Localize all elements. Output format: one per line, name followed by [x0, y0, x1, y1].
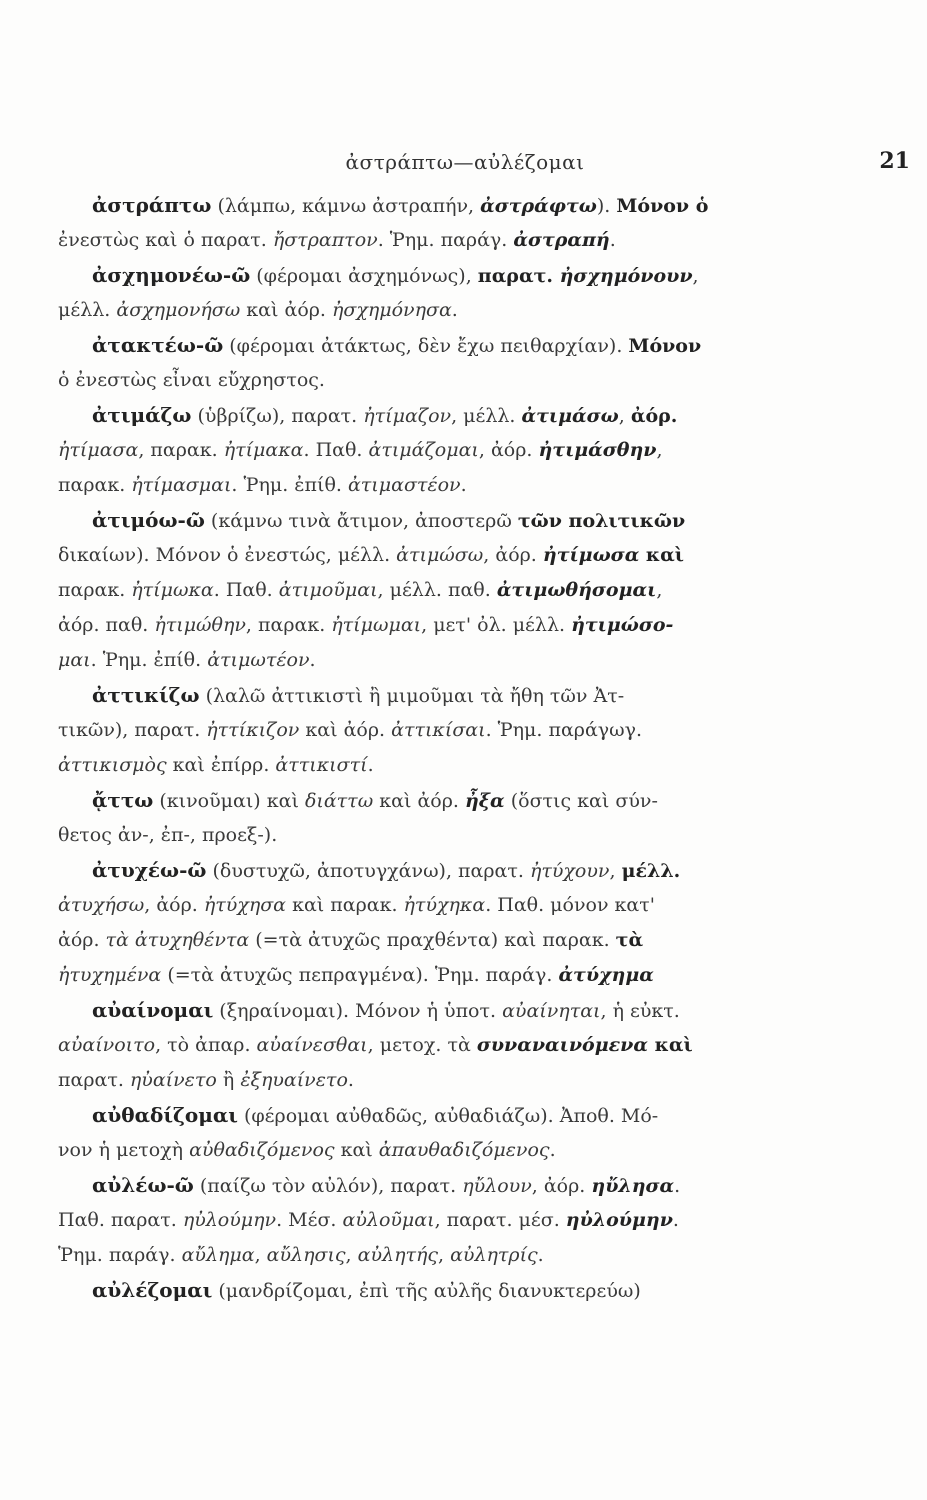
- text-line: [58, 818, 788, 853]
- text-segment: . Ῥημ. παράγ.: [377, 229, 514, 251]
- page-number: 21: [879, 148, 910, 174]
- text-segment: .: [367, 754, 374, 776]
- text-segment: Ῥημ. παράγ.: [58, 1244, 182, 1266]
- text-line: [58, 398, 788, 433]
- text-segment: (κάμνω τινὰ ἄτιμον, ἀποστερῶ: [204, 510, 518, 532]
- text-segment: ηὐλούμην: [565, 1209, 673, 1231]
- text-segment: .: [537, 1244, 544, 1266]
- text-segment: παρακ.: [58, 579, 132, 601]
- text-segment: ἠσχημόνουν: [559, 265, 693, 287]
- text-segment: ηὔλουν: [462, 1175, 532, 1197]
- text-line: [58, 1063, 788, 1098]
- text-line: [58, 993, 788, 1028]
- dictionary-entries: [58, 188, 788, 1308]
- text-segment: ἀστραπή: [513, 229, 610, 251]
- text-segment: μαι: [58, 649, 91, 671]
- text-segment: ἠτύχηκα: [403, 894, 486, 916]
- text-segment: ἠτιμάσθην: [538, 439, 657, 461]
- text-segment: ἀτιμώσω: [396, 544, 484, 566]
- text-segment: , ἡ εὐκτ.: [600, 1000, 680, 1022]
- text-segment: παρατ.: [477, 265, 560, 287]
- text-line: [58, 188, 788, 223]
- text-segment: . Μέσ.: [276, 1209, 343, 1231]
- text-segment: ἀόρ.: [58, 929, 106, 951]
- text-segment: .: [347, 1069, 354, 1091]
- text-line: [58, 678, 788, 713]
- text-segment: (ὑβρίζω), παρατ.: [191, 405, 364, 427]
- text-segment: , μετ' ὀλ. μέλλ.: [421, 614, 572, 636]
- running-head: ἀστράπτω—αὐλέζομαι: [345, 150, 585, 174]
- text-segment: .: [309, 649, 316, 671]
- headword: αὐλέω-ῶ: [92, 1173, 194, 1197]
- text-segment: ἠτίμωμαι: [331, 614, 422, 636]
- text-segment: ,: [345, 1244, 358, 1266]
- headword: αὐθαδίζομαι: [92, 1103, 238, 1127]
- text-segment: (φέρομαι ἀτάκτως, δὲν ἔχω πειθαρχίαν).: [223, 335, 629, 357]
- text-segment: ἀτιμάζομαι: [368, 439, 479, 461]
- text-segment: ἀττικίσαι: [391, 719, 486, 741]
- text-segment: ἐνεστὼς καὶ ὁ παρατ.: [58, 229, 273, 251]
- text-segment: ἀτιμάσω: [521, 405, 619, 427]
- headword: ἀσχημονέω-ῶ: [92, 263, 251, 287]
- text-segment: αὐλητρίς: [450, 1244, 538, 1266]
- text-line: [58, 1098, 788, 1133]
- text-segment: ἀτιμωτέον: [207, 649, 310, 671]
- text-segment: ἠτίμακα: [223, 439, 304, 461]
- text-segment: ἠτίμασα: [58, 439, 139, 461]
- text-segment: (=τὰ ἀτυχῶς πραχθέντα) καὶ παρακ.: [249, 929, 616, 951]
- text-segment: (μανδρίζομαι, ἐπὶ τῆς αὐλῆς διανυκτερεύω): [212, 1280, 641, 1302]
- text-segment: αὐθαδιζόμενος: [189, 1139, 335, 1161]
- text-line: [58, 853, 788, 888]
- text-segment: (δυστυχῶ, ἀποτυγχάνω), παρατ.: [206, 860, 530, 882]
- text-segment: ἀσχημονήσω: [116, 299, 241, 321]
- headword: ἀτυχέω-ῶ: [92, 858, 207, 882]
- text-segment: ἀόρ. παθ.: [58, 614, 155, 636]
- text-segment: ηὔλησα: [591, 1175, 675, 1197]
- text-line: [58, 1273, 788, 1308]
- text-segment: μέλλ.: [58, 299, 117, 321]
- text-line: [58, 573, 788, 608]
- text-line: [58, 538, 788, 573]
- text-segment: ηὐαίνετο: [129, 1069, 217, 1091]
- text-segment: αὐαίνοιτο: [58, 1034, 156, 1056]
- text-segment: ἀτιμαστέον: [347, 474, 461, 496]
- headword: ἀτιμάζω: [92, 403, 192, 427]
- text-line: [58, 923, 788, 958]
- text-segment: ἠτίμωκα: [131, 579, 214, 601]
- text-segment: (=τὰ ἀτυχῶς πεπραγμένα). Ῥημ. παράγ.: [161, 964, 559, 986]
- text-line: [58, 958, 788, 993]
- text-line: [58, 643, 788, 678]
- text-segment: αὔλησις: [266, 1244, 346, 1266]
- text-segment: νον ἡ μετοχὴ: [58, 1139, 190, 1161]
- text-segment: Παθ. παρατ.: [58, 1209, 183, 1231]
- text-segment: (λαλῶ ἀττικιστὶ ἢ μιμοῦμαι τὰ ἤθη τῶν Ἀτ-: [199, 685, 625, 707]
- text-segment: ἢ: [216, 1069, 241, 1091]
- text-segment: αὐλητής: [357, 1244, 438, 1266]
- text-segment: (φέρομαι αὐθαδῶς, αὐθαδιάζω). Ἀποθ. Μό-: [237, 1105, 659, 1127]
- text-segment: .: [609, 229, 616, 251]
- text-segment: . Παθ.: [303, 439, 369, 461]
- text-segment: ἀτιμωθήσομαι: [496, 579, 657, 601]
- text-segment: (ὅστις καὶ σύν-: [504, 790, 658, 812]
- text-segment: παρατ.: [58, 1069, 130, 1091]
- text-segment: αὐλοῦμαι: [342, 1209, 435, 1231]
- text-segment: ἤστραπτον: [272, 229, 378, 251]
- text-line: [58, 1238, 788, 1273]
- text-segment: ηὐλούμην: [182, 1209, 277, 1231]
- text-segment: . Παθ. μόνον κατ': [485, 894, 655, 916]
- text-segment: καὶ παρακ.: [286, 894, 404, 916]
- text-segment: Μόνον ὁ: [616, 195, 709, 217]
- text-line: [58, 748, 788, 783]
- text-segment: καὶ: [334, 1139, 379, 1161]
- text-segment: ἀστράφτω: [480, 195, 597, 217]
- text-segment: ἠτιμώσο-: [571, 614, 674, 636]
- text-segment: καὶ: [647, 1034, 693, 1056]
- text-segment: ἀττικισμὸς: [58, 754, 167, 776]
- text-segment: παρακ.: [58, 474, 132, 496]
- text-segment: (παίζω τὸν αὐλόν), παρατ.: [193, 1175, 463, 1197]
- text-segment: ,: [254, 1244, 267, 1266]
- text-segment: τικῶν), παρατ.: [58, 719, 207, 741]
- text-line: [58, 1203, 788, 1238]
- text-line: [58, 1028, 788, 1063]
- text-segment: . Ῥημ. ἐπίθ.: [90, 649, 208, 671]
- headword: ἀτακτέω-ῶ: [92, 333, 224, 357]
- text-segment: ,: [656, 439, 663, 461]
- text-segment: ἠττίκιζον: [206, 719, 300, 741]
- text-segment: . Ῥημ. ἐπίθ.: [231, 474, 348, 496]
- text-line: [58, 713, 788, 748]
- text-segment: , ἀόρ.: [531, 1175, 592, 1197]
- headword: ἀτιμόω-ῶ: [92, 508, 205, 532]
- text-segment: ἠτυχημένα: [58, 964, 162, 986]
- text-segment: ἠτίμασμαι: [131, 474, 232, 496]
- text-line: [58, 293, 788, 328]
- text-segment: αὔλημα: [181, 1244, 255, 1266]
- text-segment: ).: [596, 195, 617, 217]
- text-segment: ἠτιμώθην: [154, 614, 246, 636]
- text-segment: καὶ ἀόρ.: [299, 719, 392, 741]
- text-segment: θετος ἀν-, ἐπ-, προεξ-).: [58, 824, 278, 846]
- headword: αὐαίνομαι: [92, 998, 214, 1022]
- text-line: [58, 258, 788, 293]
- text-segment: ἠτύχουν: [529, 860, 610, 882]
- text-segment: ἀπαυθαδιζόμενος: [378, 1139, 550, 1161]
- text-segment: μέλλ.: [621, 860, 681, 882]
- text-segment: συναναινόμενα: [476, 1034, 648, 1056]
- text-line: [58, 363, 788, 398]
- text-segment: ἐξηυαίνετο: [240, 1069, 348, 1091]
- text-segment: ἀτυχήσω: [58, 894, 145, 916]
- text-segment: ἠσχημόνησα: [332, 299, 452, 321]
- text-segment: αὐαίνηται: [502, 1000, 601, 1022]
- text-segment: (λάμπω, κάμνω ἀστραπήν,: [211, 195, 481, 217]
- text-segment: ἦξα: [464, 790, 505, 812]
- text-segment: . Ῥημ. παράγωγ.: [485, 719, 643, 741]
- text-segment: ἠτίμωσα: [542, 544, 640, 566]
- text-segment: ἠτύχησα: [203, 894, 287, 916]
- text-segment: .: [672, 1209, 679, 1231]
- headword: ἀστράπτω: [92, 193, 212, 217]
- text-segment: , ἀόρ.: [144, 894, 204, 916]
- text-segment: .: [451, 299, 458, 321]
- text-segment: (φέρομαι ἀσχημόνως),: [250, 265, 478, 287]
- text-segment: ,: [692, 265, 699, 287]
- text-segment: ,: [618, 405, 631, 427]
- text-segment: (κινοῦμαι) καὶ: [153, 790, 305, 812]
- text-line: [58, 888, 788, 923]
- text-line: [58, 223, 788, 258]
- text-line: [58, 468, 788, 503]
- text-segment: , μετοχ. τὰ: [367, 1034, 477, 1056]
- text-segment: .: [549, 1139, 556, 1161]
- text-segment: καὶ ἀόρ.: [240, 299, 333, 321]
- text-segment: τῶν πολιτικῶν: [517, 510, 686, 532]
- text-segment: . Παθ.: [213, 579, 279, 601]
- text-segment: ὁ ἐνεστὼς εἶναι εὔχρηστος.: [58, 369, 325, 391]
- text-segment: καὶ ἐπίρρ.: [166, 754, 276, 776]
- text-line: [58, 608, 788, 643]
- text-segment: ,: [437, 1244, 451, 1266]
- text-segment: τὰ ἀτυχηθέντα: [105, 929, 250, 951]
- text-line: [58, 1133, 788, 1168]
- text-segment: ἠτίμαζον: [363, 405, 452, 427]
- text-segment: ἀττικιστί: [275, 754, 368, 776]
- text-segment: , μέλλ. παθ.: [377, 579, 497, 601]
- text-segment: καὶ ἀόρ.: [373, 790, 465, 812]
- text-segment: δικαίων). Μόνον ὁ ἐνεστώς, μέλλ.: [58, 544, 397, 566]
- text-segment: ,: [656, 579, 663, 601]
- headword: ᾄττω: [92, 788, 154, 812]
- text-segment: , παρακ.: [138, 439, 224, 461]
- text-segment: , παρατ. μέσ.: [434, 1209, 566, 1231]
- text-segment: , τὸ ἀπαρ.: [155, 1034, 257, 1056]
- text-segment: , παρακ.: [245, 614, 332, 636]
- text-segment: αὐαίνεσθαι: [256, 1034, 368, 1056]
- headword: αὐλέζομαι: [92, 1278, 213, 1302]
- text-segment: ,: [609, 860, 622, 882]
- text-segment: , ἀόρ.: [483, 544, 543, 566]
- text-line: [58, 503, 788, 538]
- text-segment: ἀτύχημα: [558, 964, 654, 986]
- text-segment: Μόνον: [628, 335, 702, 357]
- text-segment: (ξηραίνομαι). Μόνον ἡ ὑποτ.: [213, 1000, 503, 1022]
- text-segment: καὶ: [639, 544, 684, 566]
- text-segment: .: [460, 474, 467, 496]
- text-line: [58, 1168, 788, 1203]
- text-line: [58, 783, 788, 818]
- page-header: [60, 148, 910, 180]
- text-line: [58, 433, 788, 468]
- text-segment: τὰ: [615, 929, 644, 951]
- text-segment: , μέλλ.: [451, 405, 522, 427]
- text-segment: ἀόρ.: [630, 405, 678, 427]
- headword: ἀττικίζω: [92, 683, 200, 707]
- text-segment: , ἀόρ.: [478, 439, 539, 461]
- text-segment: .: [674, 1175, 681, 1197]
- text-segment: ἀτιμοῦμαι: [278, 579, 378, 601]
- text-line: [58, 328, 788, 363]
- text-segment: διάττω: [304, 790, 374, 812]
